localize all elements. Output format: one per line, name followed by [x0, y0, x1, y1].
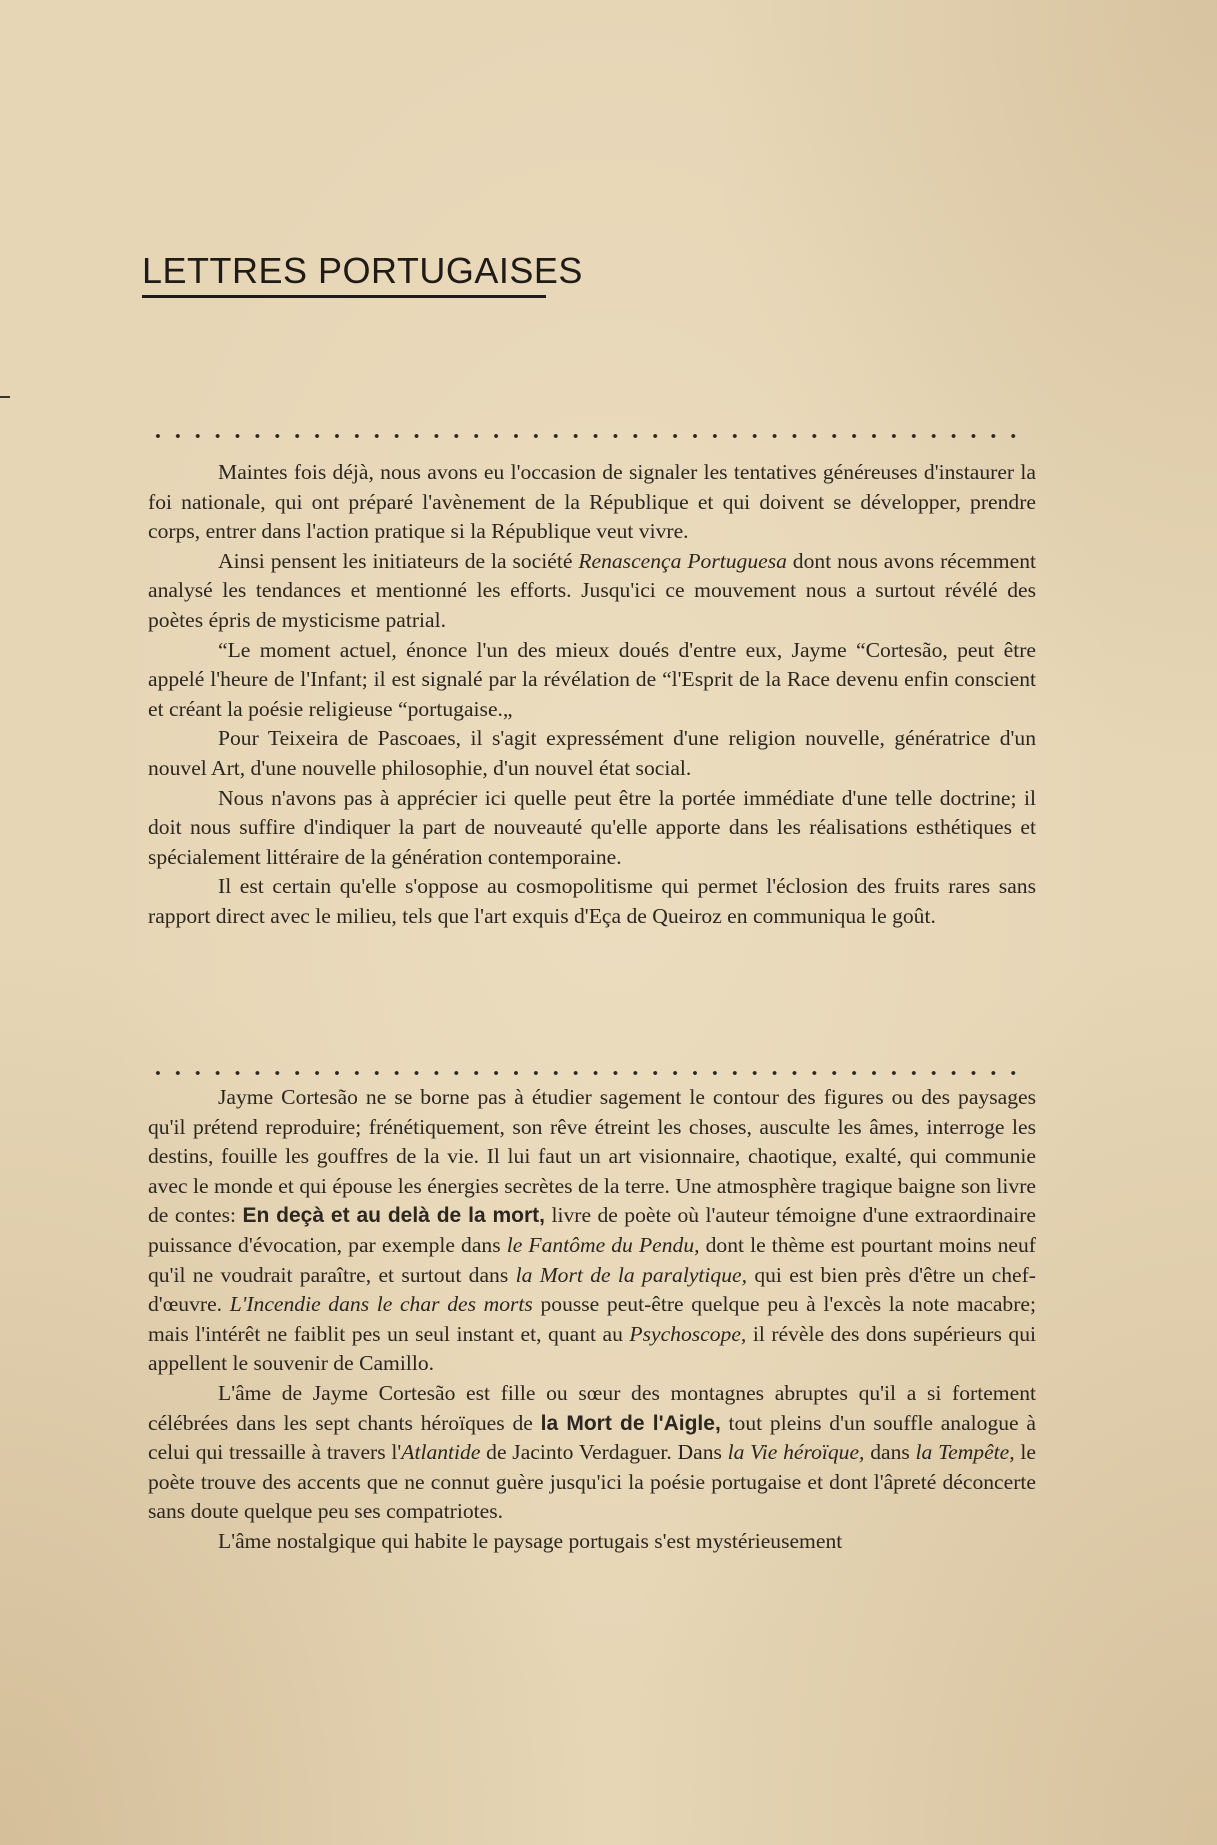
italic-title: la Vie héroïque, [727, 1440, 865, 1465]
text-run: tout pleins d'un souffle analogue à celui qui tressaille à travers l' [148, 1410, 1037, 1465]
text-run: Jayme Cortesão ne se borne pas à étudier sagement le contour des figures ou des paysages qu'il prétend reproduire; frénétiquement, son rêve étreint les choses, ausculte les âmes, interroge les destins, fouille les gouffres de la vie. Il lui faut un art visionnaire, chaotique, exalté, qui communie avec le monde et qui épouse les énergies secrètes de la terre. Une atmosphère tragique baigne son livre de contes: [148, 1085, 1036, 1228]
paragraph [148, 1379, 1036, 1527]
paragraph [148, 547, 1036, 636]
paragraph [148, 1083, 1036, 1379]
margin-mark [0, 396, 10, 398]
text-section-2 [148, 1083, 1036, 1557]
paragraph: Pour Teixeira de Pascoaes, il s'agit expressément d'une religion nouvelle, génératrice d'un nouvel Art, d'une nouvelle philosophie, d'un nouvel état social. [148, 726, 1036, 780]
ellipsis-separator-middle [148, 1067, 1026, 1079]
text-run: de Jacinto Verdaguer. Dans [480, 1440, 728, 1465]
bold-title: En deçà et au delà de la mort, [242, 1204, 546, 1228]
text-run: dans [864, 1440, 916, 1465]
paragraph: “Le moment actuel, énonce l'un des mieux doués d'entre eux, Jayme “Cortesão, peut être appelé l'heure de l'Infant; il est signalé par la révélation de “l'Esprit de la Race devenu enfin conscient et créant la poésie religieuse “portugaise.„ [148, 637, 1036, 721]
bold-title: la Mort de l'Aigle, [540, 1411, 721, 1435]
text-run: L'âme de Jayme Cortesão est fille ou sœur des montagnes abruptes qu'il a si fortement célébrées dans les sept chants héroïques de [148, 1380, 1036, 1435]
text-run: le poète trouve des accents que ne connut guère jusqu'ici la poésie portugaise et dont l'âpreté déconcerte sans doute quelque peu ses compatriotes. [148, 1440, 1037, 1524]
italic-title: la Mort de la paralytique, [515, 1262, 747, 1287]
page-heading: LETTRES PORTUGAISES [142, 250, 583, 291]
ellipsis-separator-top [148, 430, 1026, 442]
italic-title: L'Incendie dans le char des morts [229, 1292, 533, 1317]
paragraph: L'âme nostalgique qui habite le paysage portugais s'est mystérieusement [218, 1528, 843, 1553]
italic-title: Renascença Portuguesa [578, 548, 787, 573]
italic-title: Psychoscope, [629, 1321, 747, 1346]
italic-title: la Tempête, [915, 1440, 1015, 1465]
text-run: pousse peut-être quelque peu à l'excès la note macabre; mais l'intérêt ne faiblit pes un seul instant et, quant au [148, 1292, 1036, 1346]
text-run: dont nous avons récemment analysé les tendances et mentionné les efforts. Jusqu'ici ce mouvement nous a surtout révélé des poètes épris de mysticisme patrial. [148, 548, 1036, 632]
text-run: Ainsi pensent les initiateurs de la société [218, 548, 579, 573]
heading-underline [142, 295, 546, 298]
italic-title: le Fantôme du Pendu, [506, 1232, 700, 1257]
text-run: livre de poète où l'auteur témoigne d'une extraordinaire puissance d'évocation, par exemple dans [148, 1203, 1037, 1257]
paragraph: Il est certain qu'elle s'oppose au cosmopolitisme qui permet l'éclosion des fruits rares sans rapport direct avec le milieu, tels que l'art exquis d'Eça de Queiroz en communiqua le goût. [148, 874, 1036, 928]
italic-title: Atlantide [401, 1440, 481, 1465]
text-section-1 [148, 458, 1036, 932]
text-run: il révèle des dons supérieurs qui appellent le souvenir de Camillo. [148, 1321, 1036, 1376]
paragraph: Maintes fois déjà, nous avons eu l'occasion de signaler les tentatives généreuses d'instaurer la foi nationale, qui ont préparé l'avènement de la République et qui doivent se développer, prendre corps, entrer dans l'action pratique si la République veut vivre. [148, 460, 1036, 544]
text-run: qui est bien près d'être un chef-d'œuvre. [148, 1262, 1036, 1317]
text-run: dont le thème est pourtant moins neuf qu'il ne voudrait paraître, et surtout dans [148, 1232, 1036, 1287]
paragraph: Nous n'avons pas à apprécier ici quelle peut être la portée immédiate d'une telle doctrine; il doit nous suffire d'indiquer la part de nouveauté qu'elle apporte dans les réalisations esthétiques et spécialement littéraire de la génération contemporaine. [148, 785, 1036, 869]
